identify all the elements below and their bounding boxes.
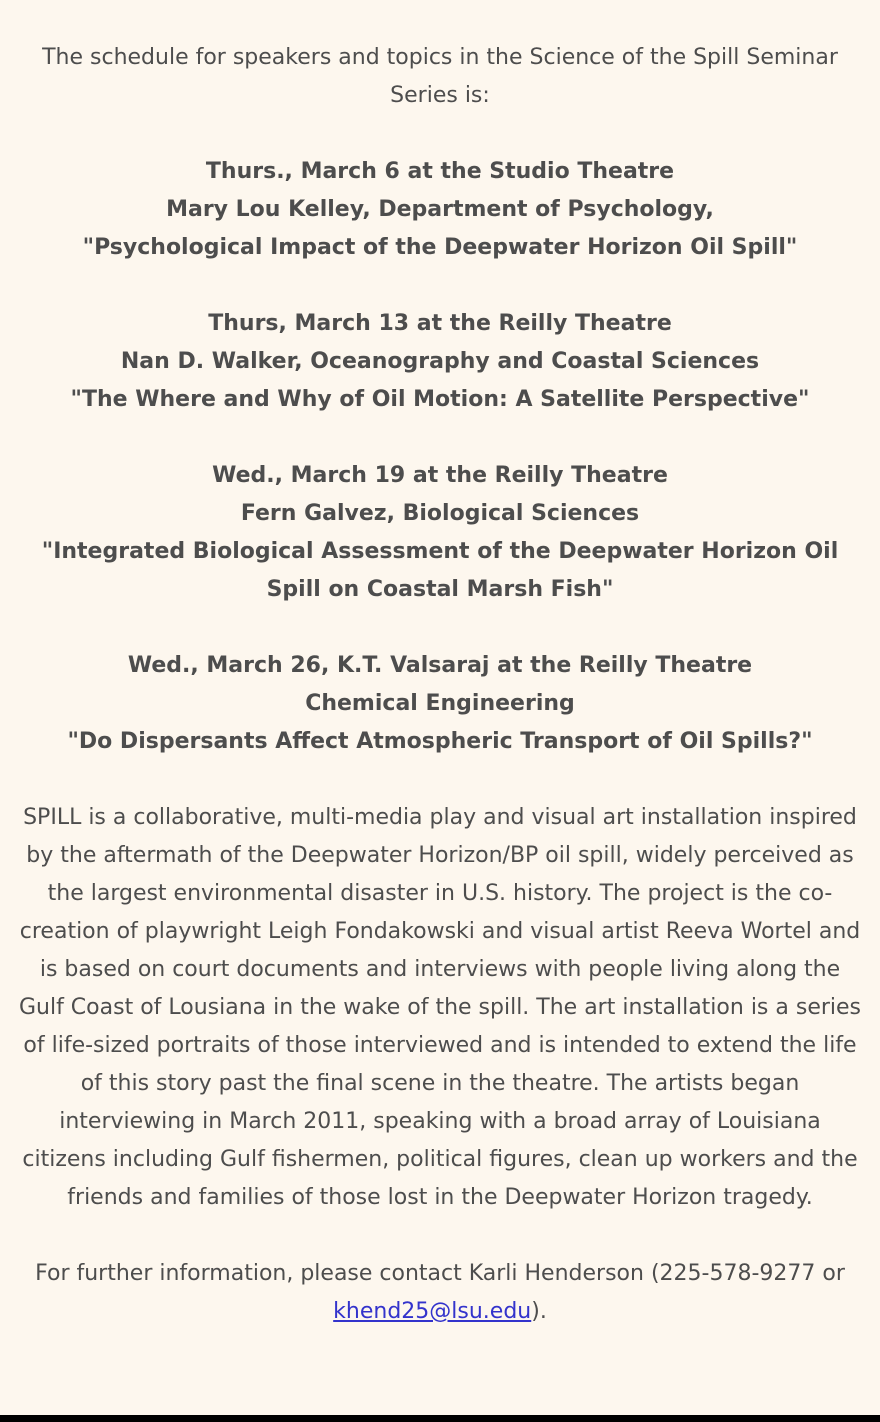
contact-text-after: ). <box>531 1299 547 1324</box>
event-march-6-title: "Psychological Impact of the Deepwater Horizon Oil Spill" <box>82 235 798 260</box>
event-march-26-title: "Do Dispersants Affect Atmospheric Transport of Oil Spills?" <box>67 729 813 754</box>
event-march-26-speaker: Chemical Engineering <box>305 691 575 716</box>
event-march-26 <box>16 647 864 761</box>
event-march-6-speaker: Mary Lou Kelley, Department of Psychology, <box>166 197 714 222</box>
event-march-13-when: Thurs, March 13 at the Reilly Theatre <box>208 311 672 336</box>
event-march-19-when: Wed., March 19 at the Reilly Theatre <box>212 463 668 488</box>
event-march-19-speaker: Fern Galvez, Biological Sciences <box>240 501 640 526</box>
event-march-19 <box>16 457 864 609</box>
event-march-13 <box>16 305 864 419</box>
contact-paragraph <box>16 1255 864 1331</box>
email-link[interactable]: khend25@lsu.edu <box>333 1299 532 1324</box>
event-march-26-when: Wed., March 26, K.T. Valsaraj at the Reilly Theatre <box>127 653 753 678</box>
event-march-19-title: "Integrated Biological Assessment of the Deepwater Horizon Oil Spill on Coastal Marsh Fish" <box>41 539 839 602</box>
intro-paragraph: The schedule for speakers and topics in the Science of the Spill Seminar Series is: <box>42 45 838 108</box>
contact-text-before: For further information, please contact Karli Henderson (225-578-9277 or <box>35 1261 845 1286</box>
event-march-6-when: Thurs., March 6 at the Studio Theatre <box>205 159 675 184</box>
event-march-6 <box>16 153 864 267</box>
about-spill-paragraph: SPILL is a collaborative, multi-media play and visual art installation inspired by the aftermath of the Deepwater Horizon/BP oil spill, widely perceived as the largest environmental disaster in U.S. history. The project is the co-creation of playwright Leigh Fondakowski and visual artist Reeva Wortel and is based on court documents and interviews with people living along the Gulf Coast of Lousiana in the wake of the spill. The art installation is a series of life-sized portraits of those interviewed and is intended to extend the life of this story past the final scene in the theatre. The artists began interviewing in March 2011, speaking with a broad array of Louisiana citizens including Gulf fishermen, political figures, clean up workers and the friends and families of those lost in the Deepwater Horizon tragedy. <box>18 805 862 1210</box>
event-march-13-speaker: Nan D. Walker, Oceanography and Coastal Sciences <box>120 349 760 374</box>
bottom-divider <box>0 1415 880 1422</box>
event-march-13-title: "The Where and Why of Oil Motion: A Satellite Perspective" <box>70 387 810 412</box>
